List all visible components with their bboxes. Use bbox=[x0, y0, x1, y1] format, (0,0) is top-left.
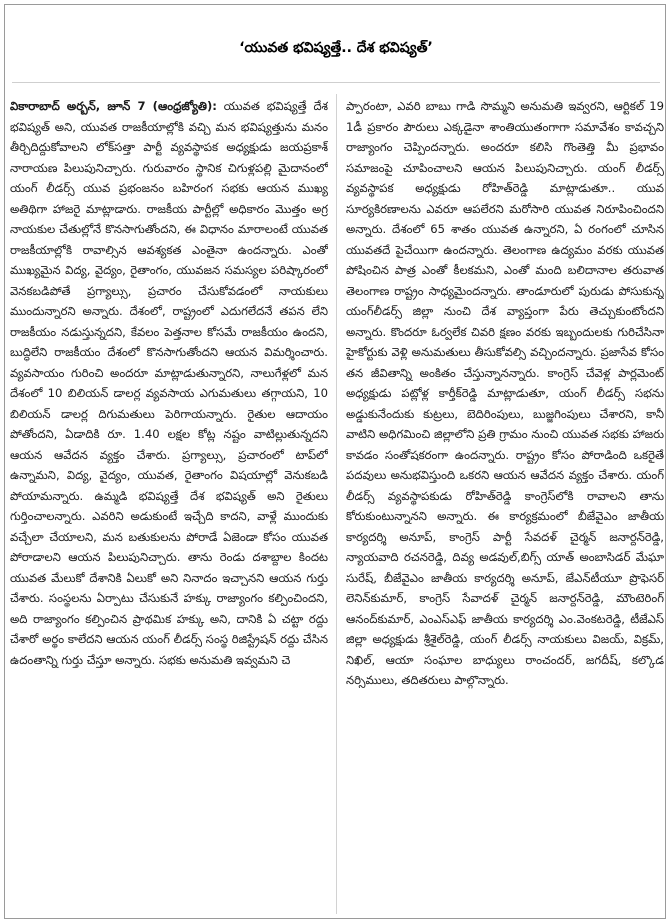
headline-divider bbox=[12, 82, 660, 83]
left-column-body bbox=[10, 96, 328, 670]
dateline: వికారాబాద్ అర్బన్, జూన్ 7 (ఆంధ్రజ్యోతి): bbox=[10, 99, 217, 113]
left-column-text: యువత భవిష్యత్తే దేశ భవిష్యత్ అని, యువత రాజకీయాల్లోకి వచ్చి మన భవిష్యత్తును మనం తీర్చిదిద్దుకోవాలని లోక్‌సత్తా పార్టీ వ్యవస్థాపక అధ్యక్షుడు జయప్రకాశ్ నారాయణ పిలుపునిచ్చారు. గురువారం స్థానిక చిగుళ్లపల్లి మైదానంలో యంగ్ లీడర్స్ యువ ప్రభంజనం బహిరంగ సభకు ఆయన ముఖ్య అతిథిగా హాజరై మాట్లాడారు. రాజకీయ పార్టీల్లో అధికారం మొత్తం అగ్ర నాయకుల చేతుల్లోనే కొనసాగుతోందని, ఈ విధానం మారాలంటే యువత రాజకీయాల్లోకి రావాల్సిన ఆవశ్యకత ఎంతైనా ఉందన్నారు. ఎంతో ముఖ్యమైన విద్య, వైద్యం, రైతాంగం, యువజన సమస్యల పరిష్కారంలో వెనకబడిపోతే ప్రగ్యాల్సు, ప్రచారం చేసుకోవడంలో నాయకులు ముందున్నారని అన్నారు. దేశంలో, రాష్ట్రంలో ఎదుగలేదనే తపన లేని రాజకీయం నడుస్తున్నదని, కేవలం పెత్తనాల కోసమే రాజకీయం ఉందని, బుద్ధిలేని రాజకీయం దేశంలో కొనసాగుతోందని ఆయన విమర్శించారు. వ్యవసాయం గురించి అందరూ మాట్లాడుతున్నారని, నాలుగేళ్లలో మన దేశంలో 10 బిలియన్ డాలర్ల వ్యవసాయ ఎగుమతులు తగ్గాయని, 10 బిలియన్ డాలర్ల దిగుమతులు పెరిగాయన్నారు. రైతుల ఆదాయం పోతోందని, ఏడాదికి రూ. 1.40 లక్షల కోట్ల నష్టం వాటిల్లుతున్నదని ఆయన ఆవేదన వ్యక్తం చేశారు. ప్రగ్యాల్సు, ప్రచారంలో టాప్‌లో ఉన్నామని, విద్య, వైద్యం, యువత, రైతాంగం విషయాల్లో వెనుకబడి పోయామన్నారు. ఉమ్మడి భవిష్యత్తే దేశ భవిష్యత్ అని రైతులు గుర్తించాలన్నారు. ఎవరిని అడుకుంటే ఇచ్చేది కాదని, వాళ్లే ముందుకు వచ్చేలా చేయాలని, మన బతుకులను పోరాడే ఏజెండా కోసం యువత పోరాడాలని ఆయన పిలుపునిచ్చారు. తాను రెండు దశాబ్దాల కిందట యువత మేలుకో దేశానికి ఏలుకో అని నినాదం ఇచ్చానని ఆయన గుర్తు చేశారు. సంస్థలను ఏర్పాటు చేసుకునే హక్కు రాజ్యాంగం కల్పించిందని, అది రాజ్యాంగం కల్పించిన ప్రాథమిక హక్కు అని, దానికి ఏ చట్టా రద్దు చేశారో అర్థం కాలేదని ఆయన యంగ్ లీడర్స్ సంస్థ రిజిస్ట్రేషన్ రద్దు చేసిన ఉదంతాన్ని గుర్తు చేస్తూ అన్నారు. సభకు అనుమతి ఇవ్వమని చె bbox=[10, 99, 328, 667]
article-headline: ‘యువత భవిష్యత్తే.. దేశ భవిష్యత్’ bbox=[239, 39, 433, 56]
right-column bbox=[346, 96, 664, 918]
column-divider bbox=[336, 94, 337, 914]
right-column-text: ప్పారంటా, ఎవరి బాబు గాడి సొమ్మని అనుమతి ఇవ్వరని, ఆర్టికల్ 19 1డీ ప్రకారం పౌరులు ఎక్కడైనా శాంతియుతంగాగా సమావేశం కావచ్చని రాజ్యాంగం చెప్పిందన్నారు. అందరూ కలిసి గొంతెత్తి మీ ప్రభావం సమాజంపై చూపించాలని ఆయన పిలుపునిచ్చారు. యంగ్ లీడర్స్ వ్యవస్థాపక అధ్యక్షుడు రోహిత్‌రెడ్డి మాట్లాడుతూ.. యువ సూర్యకిరణాలను ఎవరూ ఆపలేరని మరోసారి యువత నిరూపించిందని అన్నారు. దేశంలో 65 శాతం యువత ఉన్నారని, ఏ రంగంలో చూసిన యువతదే పైచేయిగా ఉందన్నారు. తెలంగాణ ఉద్యమం వరకు యువత పోషించిన పాత్ర ఎంతో కీలకమని, ఎంతో మంది బలిదానాల తరువాత తెలంగాణ రాష్ట్రం సాధ్యమైందన్నారు. తాండూరులో పురుడు పోసుకున్న యంగ్‌లీడర్స్ జిల్లా నుంచి దేశ వ్యాప్తంగా పేరు తెచ్చుకుంటోందని అన్నారు. కొందరూ ఓర్వలేక చివరి క్షణం వరకు ఇబ్బందులకు గురిచేసినా హైకోర్టుకు వెళ్లి అనుమతులు తీసుకోవల్సి వచ్చిందన్నారు. ప్రజాసేవ కోసం తన జీవితాన్ని అంకితం చేస్తున్నానన్నారు. కాంగ్రెస్ చేవెళ్ల పార్లమెంట్ అధ్యక్షుడు పట్లోళ్ల కార్తీక్‌రెడ్డి మాట్లాడుతూ, యంగ్ లీడర్స్ సభను అడ్డుకునేందుకు కుట్రలు, బెదిరింపులు, బుజ్జగింపులు చేశారని, కానీ వాటిని అధిగమించి జిల్లాలోని ప్రతి గ్రామం నుంచి యువత సభకు హాజరు కావడం సంతోషకరంగా ఉందన్నారు. రాష్ట్రం కోసం పోరాడింది ఒకరైతే పదవులు అనుభవిస్తుంది ఒకరని ఆయన ఆవేదన వ్యక్తం చేశారు. యంగ్ లీడర్స్ వ్యవస్థాపకుడు రోహిత్‌రెడ్డి కాంగ్రెస్‌లోకి రావాలని తాను కోరుకుంటున్నానని అన్నారు. ఈ కార్యక్రమంలో బీజేవైఎం జాతీయ కార్యదర్శి అనూప్, కాంగ్రెస్ పార్టీ సేవదళ్ చైర్మన్ జనార్దన్‌రెడ్డి, న్యాయవాది రచనరెడ్డి, దివ్య అడవుల్,బిగ్స్ యాత్ అంబాసిడర్ మేఘా సురేష్, బీజేవైఎం జాతీయ కార్యదర్శి అనూప్, జేఎన్‌టీయూ ప్రొఫెసర్ లెనిన్‌కుమార్, కాంగ్రెస్ సేవాదళ్ చైర్మన్ జనార్దన్‌రెడ్డి, మౌంటెరింగ్ ఆనంద్‌కుమార్, ఎంఎస్‌ఎఫ్ జాతీయ కార్యదర్శి ఎం.వెంకటరెడ్డి, టీజేఎస్ జిల్లా అధ్యక్షుడు శ్రీశైల్‌రెడ్డి, యంగ్ లీడర్స్ నాయకులు విజయ్, విక్రమ్, నిఖిల్, ఆయా సంఘాల బాధ్యులు రాంచందర్, జగదీష్, కల్కొడ నర్సిములు, తదితరులు పాల్గొన్నారు. bbox=[346, 99, 664, 687]
left-column bbox=[10, 96, 328, 918]
